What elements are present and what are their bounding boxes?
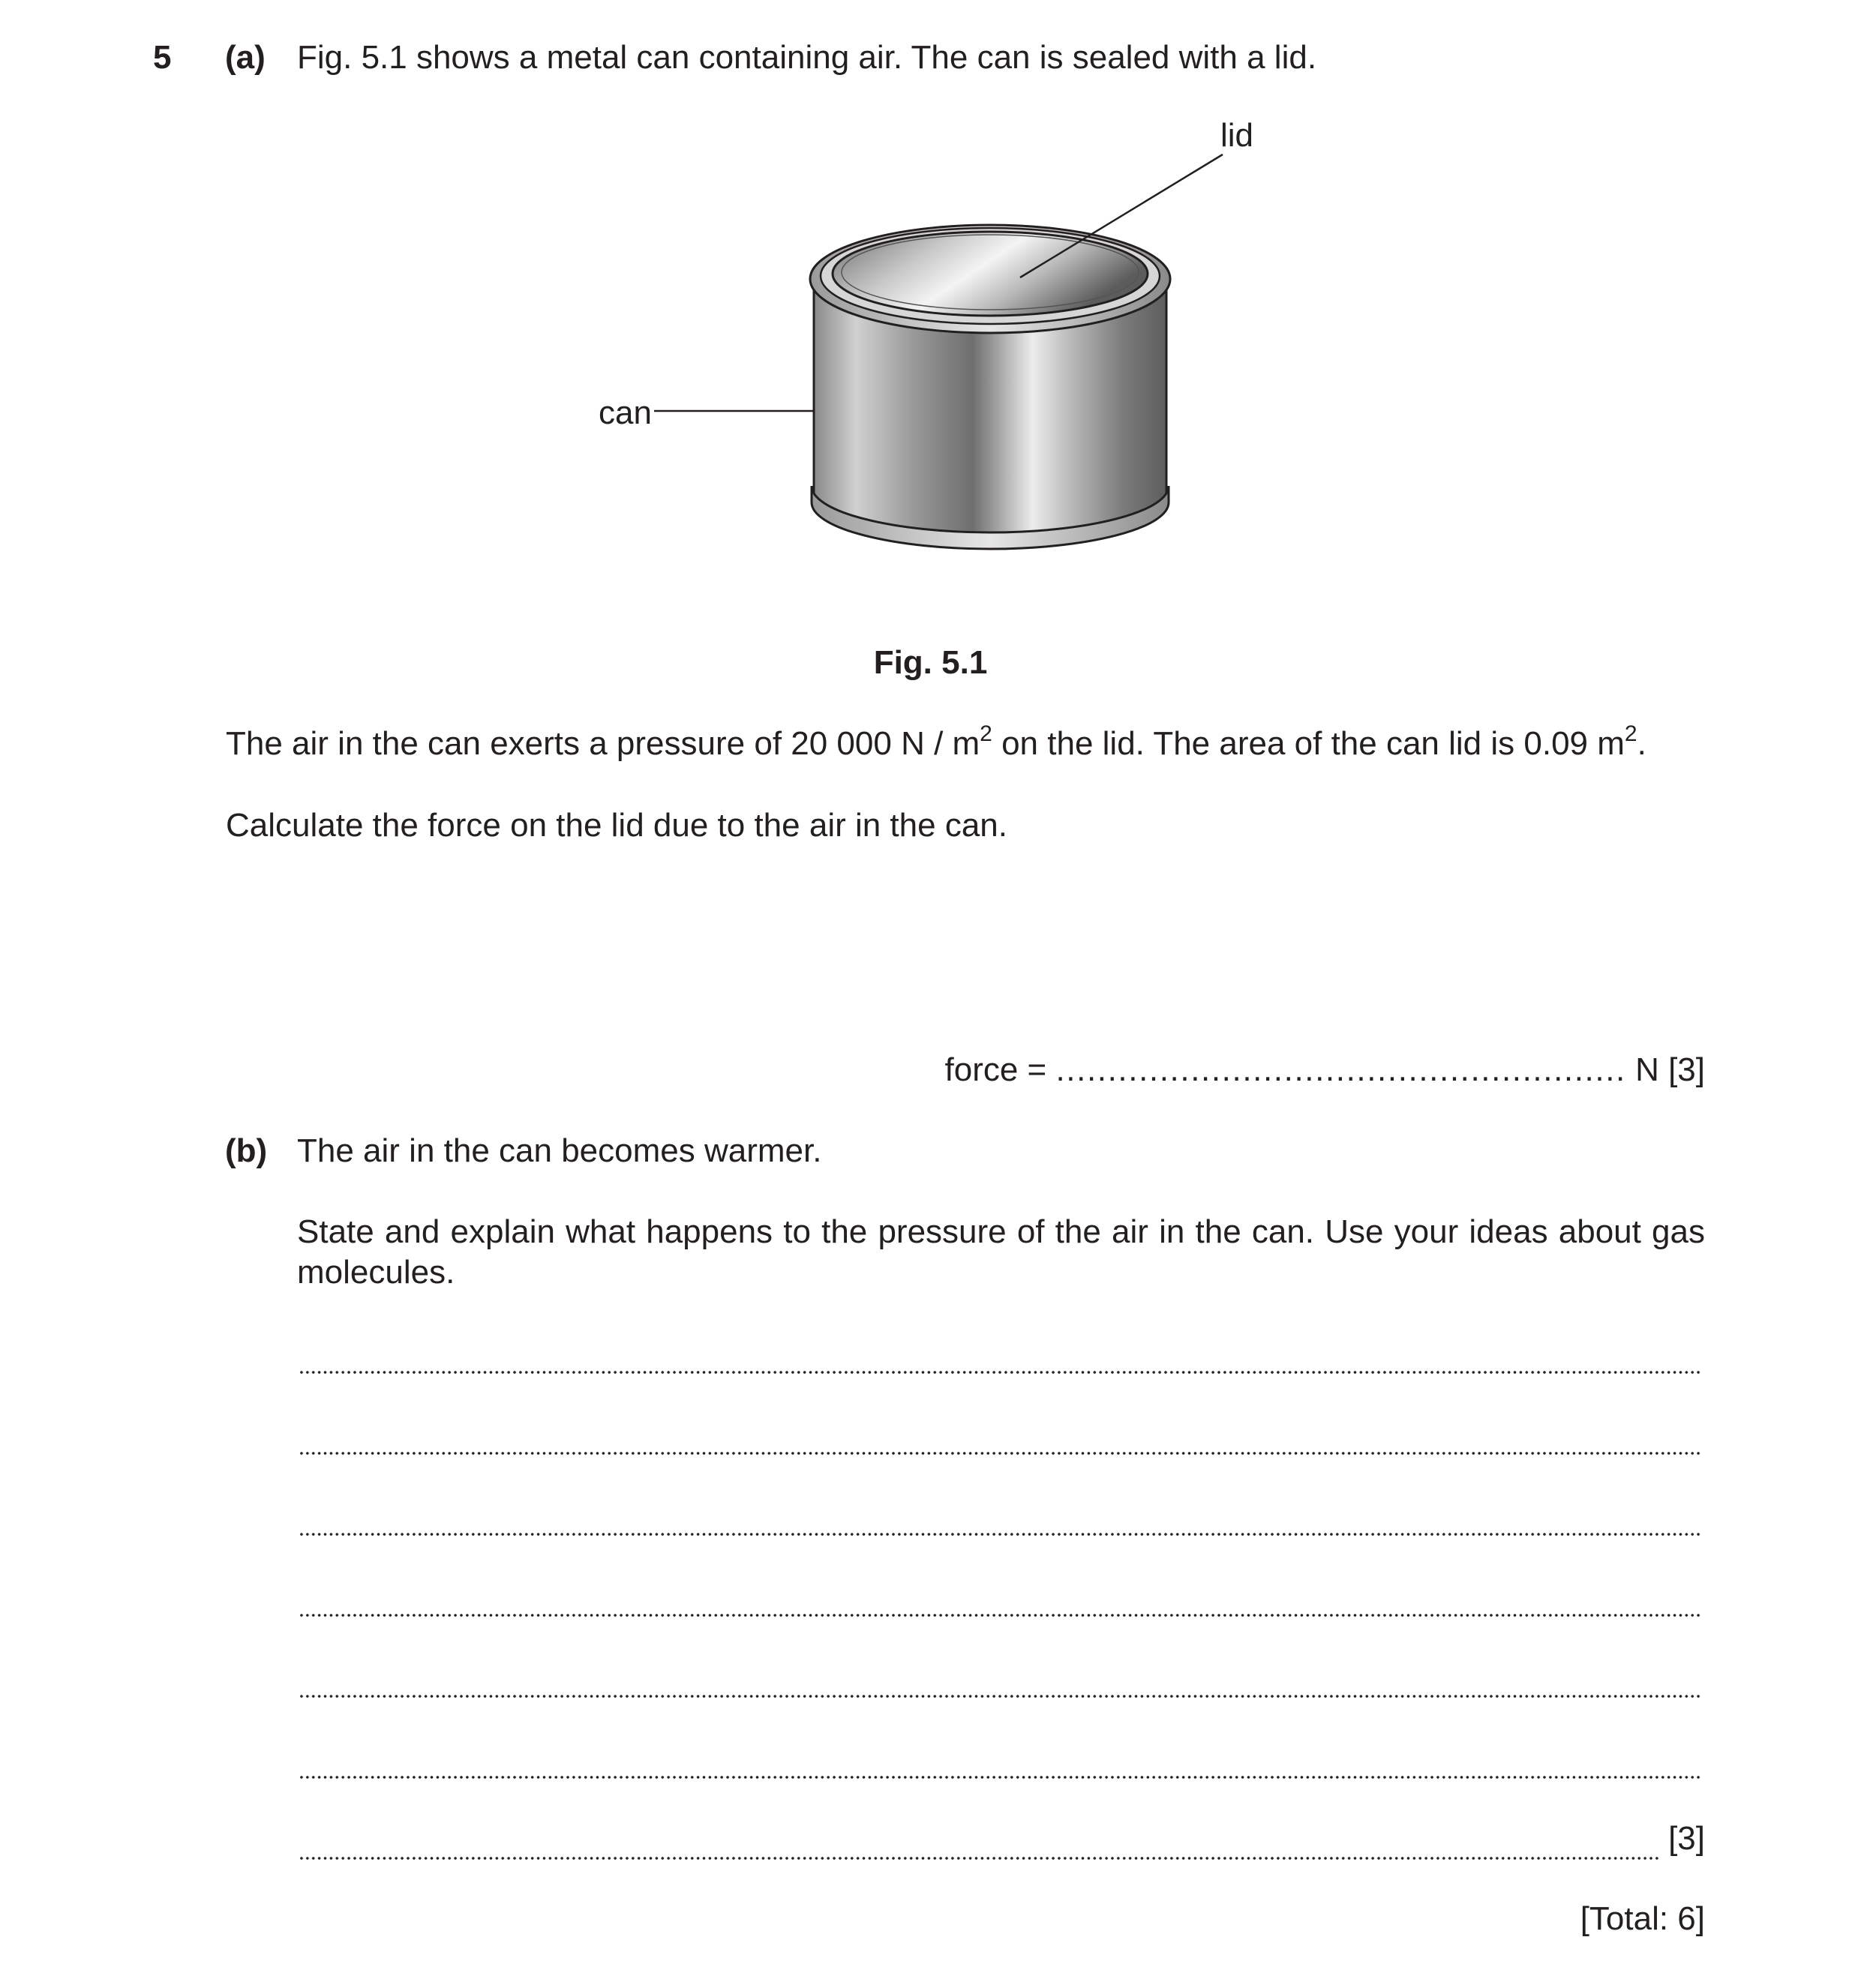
answer-line[interactable]: [299, 1761, 1701, 1783]
part-a-intro: Fig. 5.1 shows a metal can containing air. The can is sealed with a lid.: [297, 39, 1317, 76]
figure-caption: Fig. 5.1: [873, 644, 988, 681]
force-unit-marks: N [3]: [1635, 1051, 1705, 1088]
part-b-prompt: State and explain what happens to the pressure of the air in the can. Use your ideas about gas molecules.: [297, 1213, 1705, 1291]
answer-line[interactable]: [299, 1842, 1661, 1864]
stem-text-part-3: .: [1637, 725, 1646, 762]
superscript-2: 2: [980, 721, 992, 746]
answer-line[interactable]: [299, 1356, 1701, 1378]
metal-can-illustration: [570, 112, 1290, 607]
force-label: force =: [944, 1051, 1047, 1088]
superscript-2: 2: [1624, 721, 1637, 746]
answer-line[interactable]: [299, 1518, 1701, 1540]
stem-text-part-1: The air in the can exerts a pressure of 20 000 N / m: [226, 725, 980, 762]
answer-line[interactable]: [299, 1680, 1701, 1702]
stem-text-part-2: on the lid. The area of the can lid is 0.09 m: [992, 725, 1625, 762]
part-b-label: (b): [225, 1132, 268, 1169]
stem-line-pressure-area: [226, 721, 1646, 764]
stem-line-instruction: Calculate the force on the lid due to the air in the can.: [226, 807, 1007, 844]
total-marks: [Total: 6]: [1580, 1900, 1705, 1937]
force-answer-field[interactable]: .......................................................: [1055, 1051, 1626, 1088]
part-b-intro: The air in the can becomes warmer.: [297, 1132, 822, 1169]
force-answer-row: [945, 1050, 1706, 1090]
answer-line[interactable]: [299, 1599, 1701, 1621]
can-label: can: [599, 394, 652, 431]
can-figure: [570, 112, 1290, 607]
answer-line[interactable]: [299, 1437, 1701, 1459]
part-b-marks: [3]: [1668, 1820, 1705, 1857]
lid-label: lid: [1220, 117, 1254, 154]
part-a-label: (a): [225, 39, 266, 76]
question-number: 5: [153, 39, 172, 76]
